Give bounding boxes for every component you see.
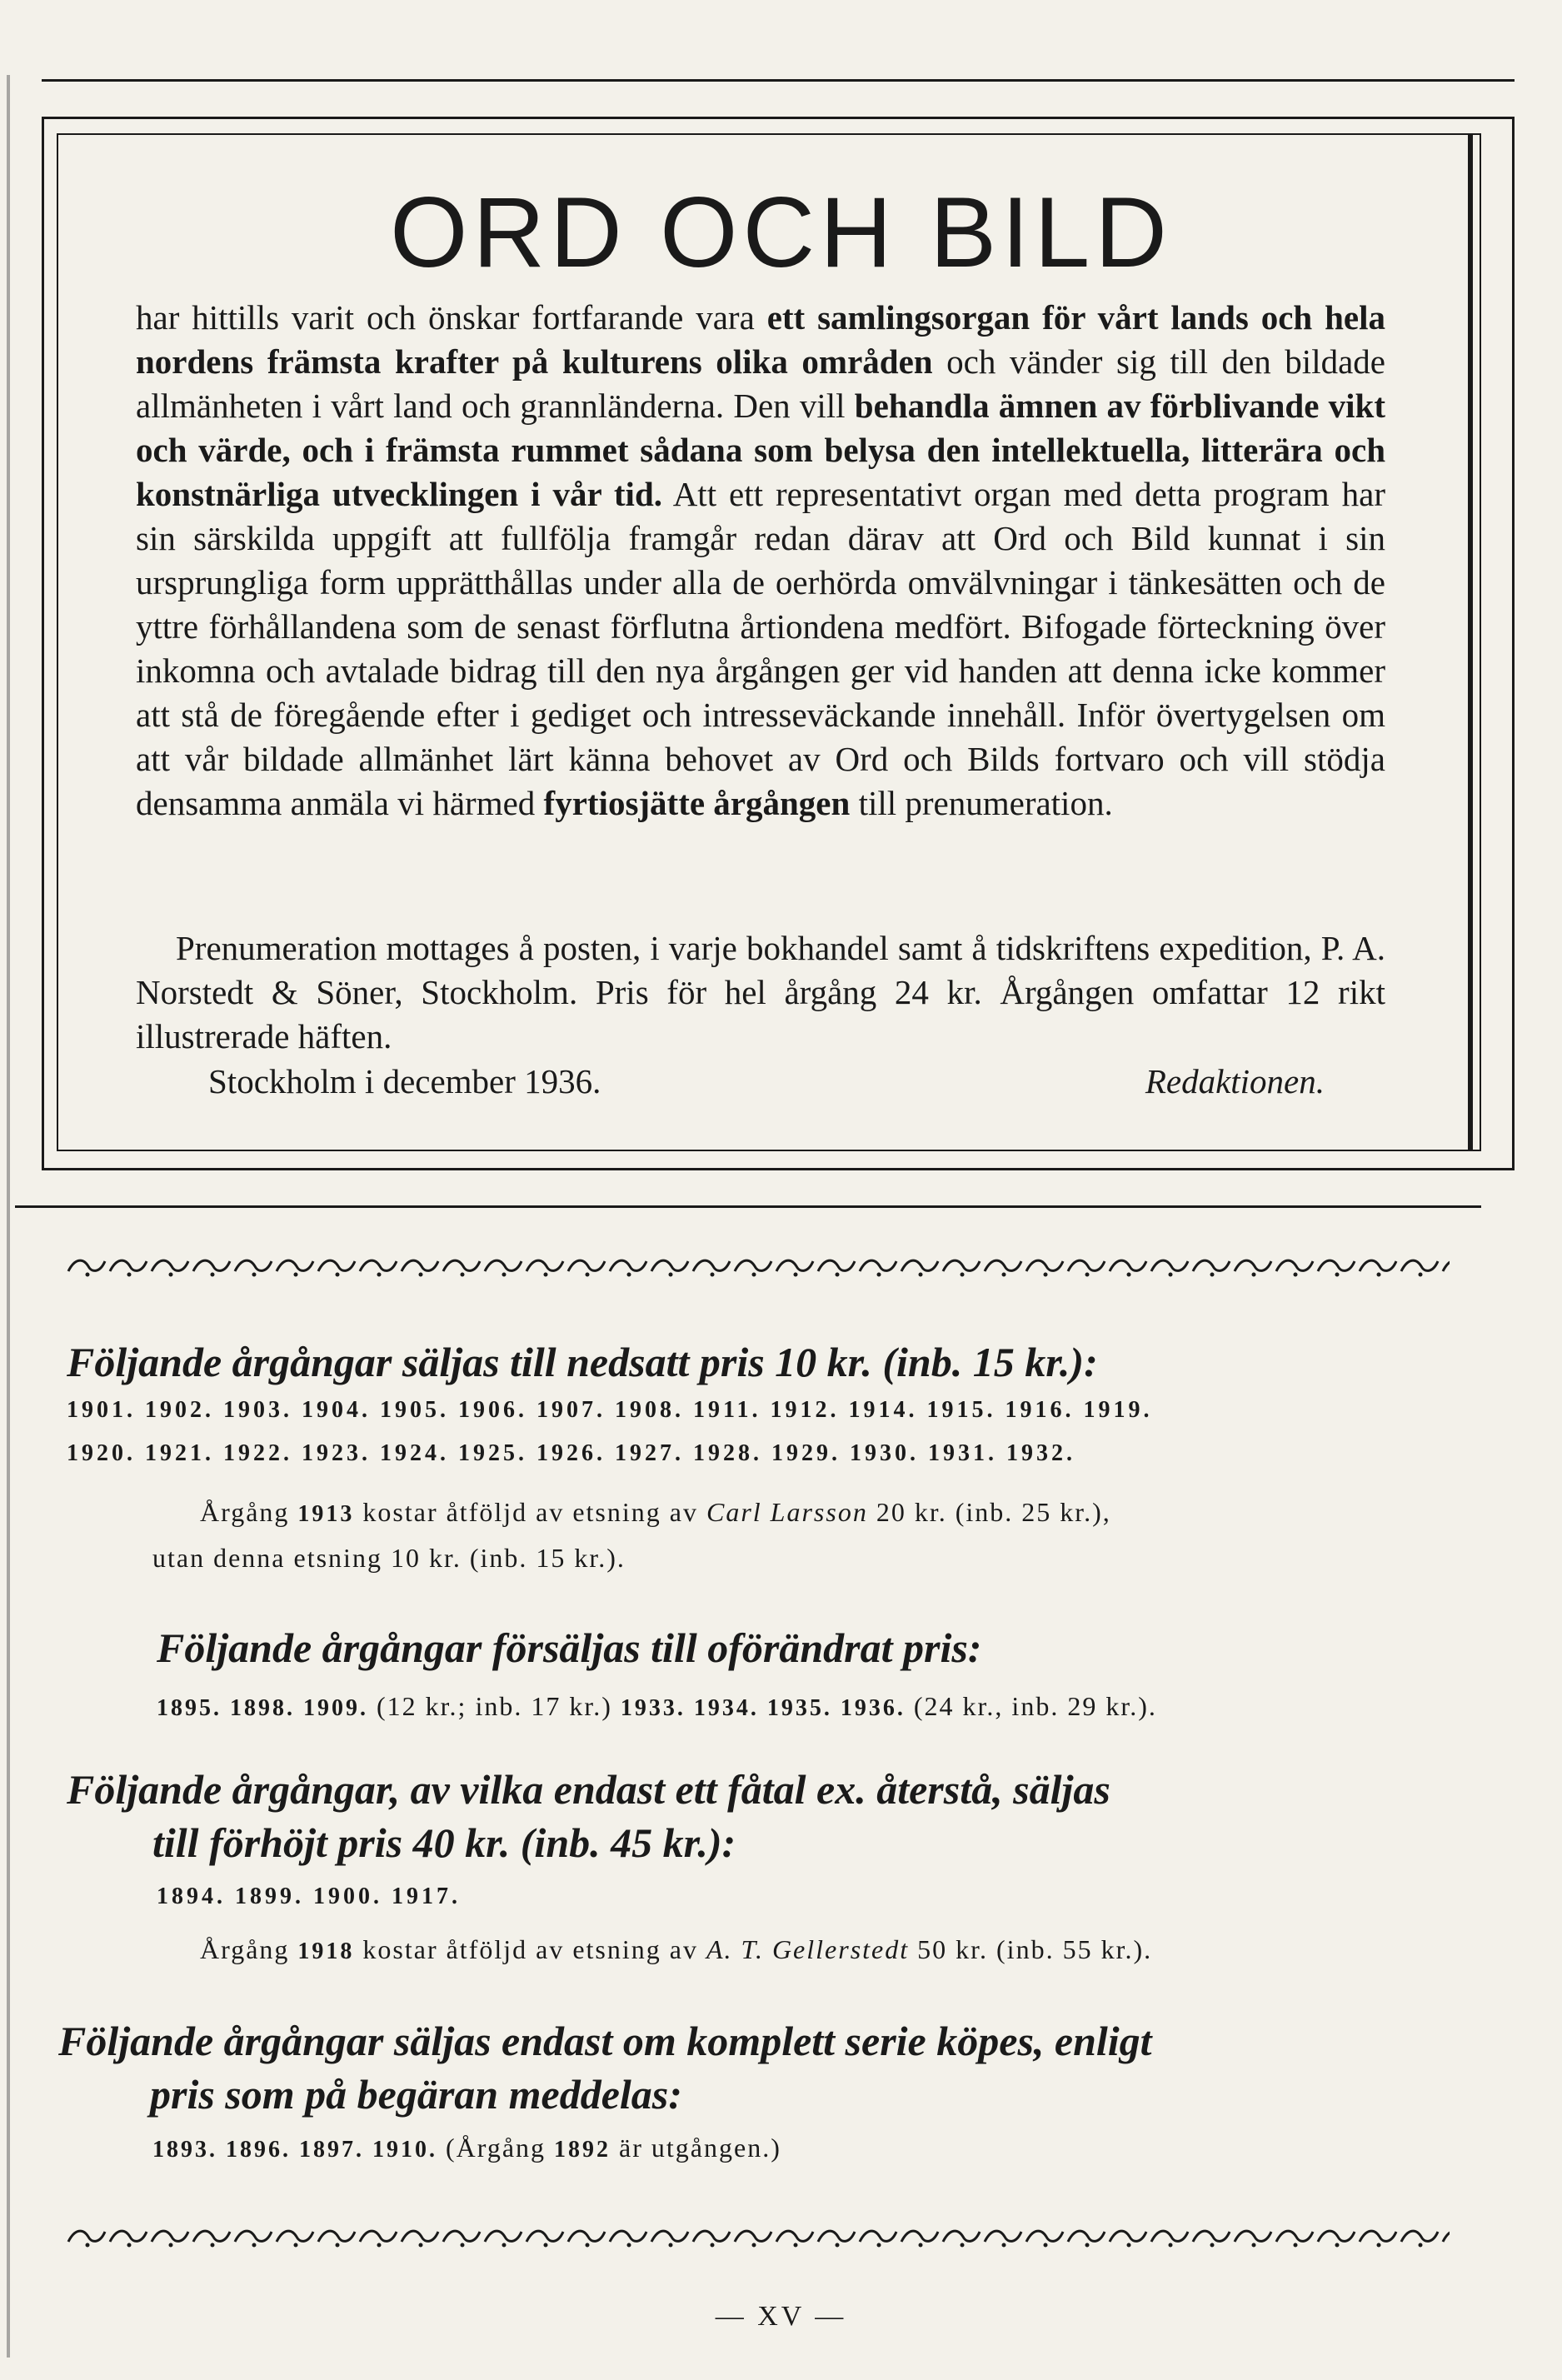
price-text: (24 kr., inb. 29 kr.). <box>905 1691 1157 1721</box>
note-artist: Carl Larsson <box>706 1497 868 1527</box>
intro-text-3: Att ett representativt organ med detta program har sin särskilda uppgift att fullfölja framgår redan därav att Ord och Bild kunnat i sin ursprungliga form upprätthållas under alla de oerhörda omvälvningar i tänkesätten och de yttre förhållandena som de senast förflutna årtiondena medfört. Bifogade förteckning över inkomna och avtalade bidrag till den nya årgången ger vid handen att denna icke kommer att stå de föregående efter i gediget och intresseväckande innehåll. Inför övertygelsen om att vår bildade allmänhet lärt känna behovet av Ord och Bilds fortvaro och vill stödja densamma anmäla vi härmed <box>136 475 1385 822</box>
section-unchanged-price-years <box>157 1685 1157 1729</box>
note-year: 1892 <box>554 2137 611 2163</box>
ornament-border-top <box>67 1250 1450 1280</box>
masthead-title: ORD OCH BILD <box>390 177 1172 288</box>
section-reduced-price-years-1: 1901. 1902. 1903. 1904. 1905. 1906. 1907. 1908. 1911. 1912. 1914. 1915. 1916. 1919. <box>67 1397 1153 1423</box>
note-text: Årgång <box>200 1934 298 1964</box>
intro-text-1: har hittills varit och önskar fortfarande vara <box>136 298 767 337</box>
note-text: kostar åtföljd av etsning av <box>354 1934 706 1964</box>
subscription-info: Prenumeration mottages å posten, i varje bokhandel samt å tidskriftens expedition, P. A. Norstedt & Söner, Stockholm. Pris för hel årgång 24 kr. Årgången omfattar 12 rikt illustrerade häften. <box>136 929 1385 1055</box>
page-number: — XV — <box>715 2301 847 2332</box>
price-text: (12 kr.; inb. 17 kr.) <box>368 1691 621 1721</box>
intro-bold-2: behandla ämnen av förblivande vikt och värde, och i främsta rummet sådana som belysa den intellektuella, litterära och konstnärliga utvecklingen i vår tid. <box>136 387 1385 513</box>
section-complete-series-years <box>152 2127 781 2171</box>
top-rule <box>42 79 1515 82</box>
note-text: Årgång <box>200 1497 298 1527</box>
page-edge-shadow <box>7 75 10 2358</box>
intro-bold-1: ett samlingsorgan för vårt lands och hela nordens främsta krafter på kulturens olika områden <box>136 298 1385 381</box>
note-text: 20 kr. (inb. 25 kr.), <box>867 1497 1111 1527</box>
ornament-border-bottom <box>67 2220 1450 2250</box>
note-text: är utgången.) <box>611 2133 781 2163</box>
note-year: 1913 <box>297 1501 355 1527</box>
section-raised-price-years: 1894. 1899. 1900. 1917. <box>157 1884 461 1909</box>
intro-text-2: och vänder sig till den bildade allmänheten i vårt land och grannländerna. Den vill <box>136 342 1385 425</box>
section-reduced-price-note-line2: utan denna etsning 10 kr. (inb. 15 kr.). <box>152 1543 626 1573</box>
announcement-body <box>136 296 1385 826</box>
section-divider-rule <box>15 1205 1481 1208</box>
signoff-signature: Redaktionen. <box>1145 1062 1325 1100</box>
years-bold: 1933. 1934. 1935. 1936. <box>620 1695 906 1721</box>
note-artist: A. T. Gellerstedt <box>706 1934 910 1964</box>
section-reduced-price-note <box>200 1491 1111 1535</box>
note-text: 50 kr. (inb. 55 kr.). <box>909 1934 1153 1964</box>
section-raised-price-heading-1: Följande årgångar, av vilka endast ett fåtal ex. återstå, säljas <box>67 1766 1110 1813</box>
signoff-place-date: Stockholm i december 1936. <box>208 1062 601 1100</box>
section-unchanged-price-heading: Följande årgångar försäljas till oförändrat pris: <box>157 1624 982 1671</box>
section-complete-series-heading-2: pris som på begäran meddelas: <box>150 2071 682 2118</box>
section-complete-series-heading-1: Följande årgångar säljas endast om komplett serie köpes, enligt <box>58 2018 1152 2064</box>
note-text: kostar åtföljd av etsning av <box>354 1497 706 1527</box>
intro-bold-3: fyrtiosjätte årgången <box>543 784 851 822</box>
note-year: 1918 <box>297 1938 355 1964</box>
section-raised-price-note <box>200 1928 1152 1973</box>
section-raised-price-heading-2: till förhöjt pris 40 kr. (inb. 45 kr.): <box>152 1819 736 1866</box>
years-bold: 1895. 1898. 1909. <box>157 1695 368 1721</box>
signoff <box>208 1060 1325 1104</box>
note-text: (Årgång <box>437 2133 555 2163</box>
section-reduced-price-heading: Följande årgångar säljas till nedsatt pris 10 kr. (inb. 15 kr.): <box>67 1339 1098 1385</box>
years-bold: 1893. 1896. 1897. 1910. <box>152 2137 437 2163</box>
intro-text-4: till prenumeration. <box>850 784 1113 822</box>
section-reduced-price-years-2: 1920. 1921. 1922. 1923. 1924. 1925. 1926. 1927. 1928. 1929. 1930. 1931. 1932. <box>67 1440 1075 1466</box>
